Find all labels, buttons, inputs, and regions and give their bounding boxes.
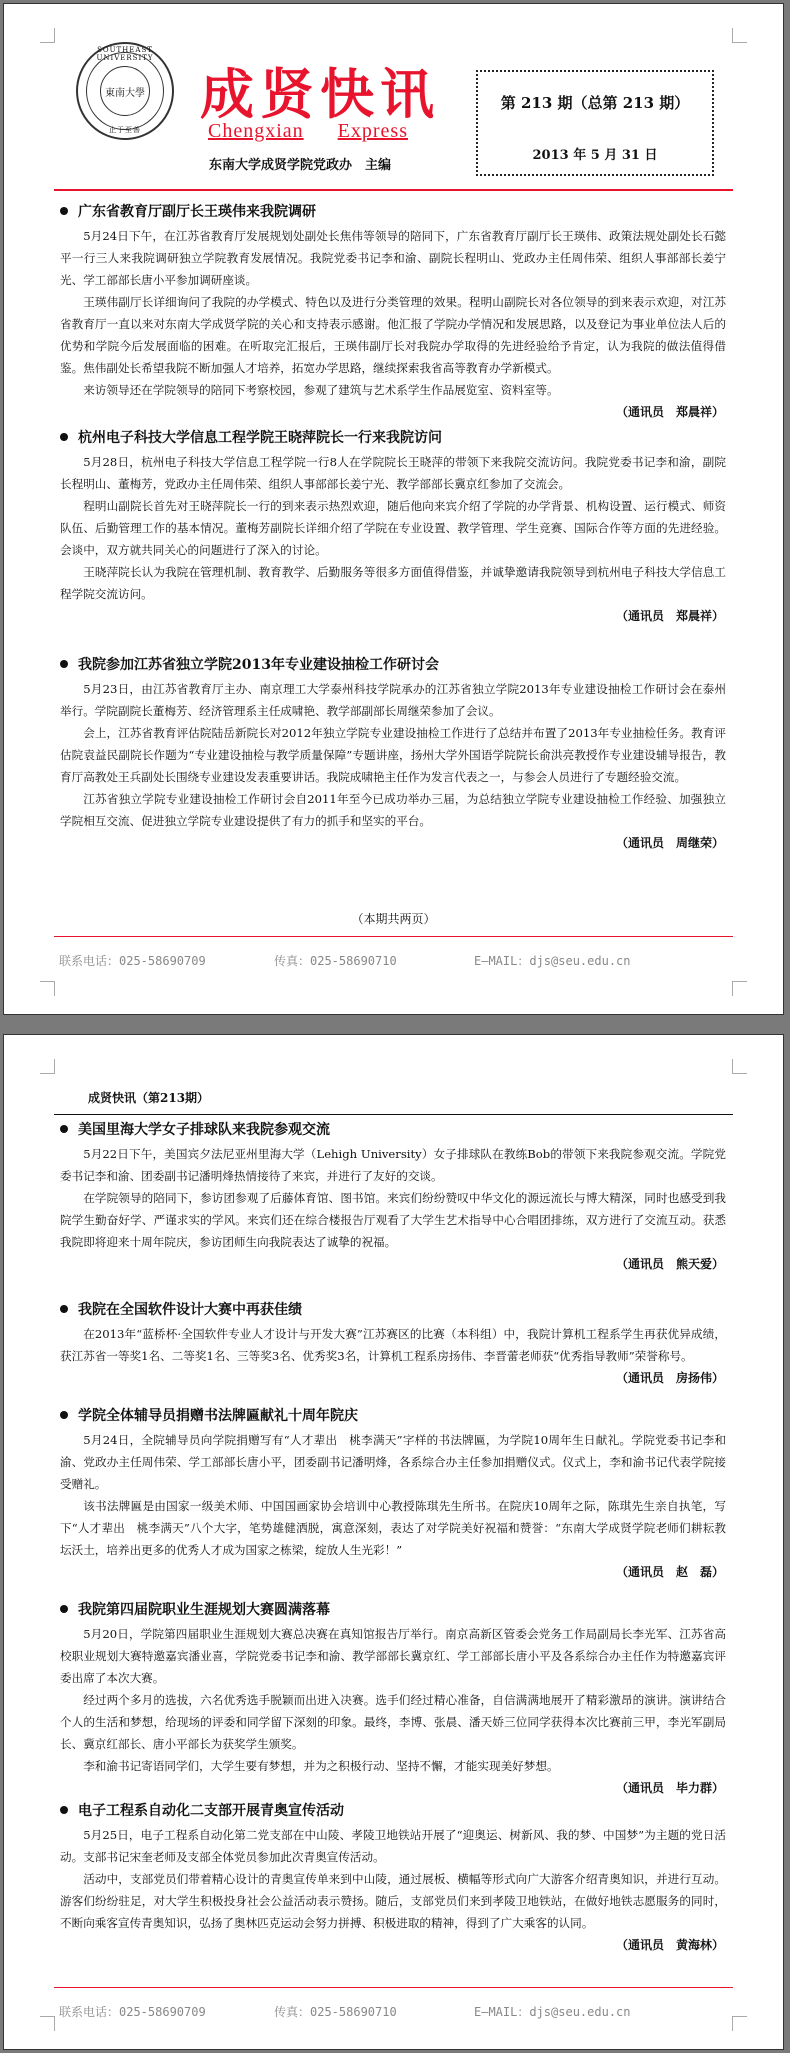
footer-phone: 联系电话：025-58690709 (59, 954, 206, 968)
bullet-icon (60, 660, 68, 668)
article-headline: 广东省教育厅副厅长王瑛伟来我院调研 (60, 201, 726, 221)
article-headline: 我院参加江苏省独立学院2013年专业建设抽检工作研讨会 (60, 654, 726, 674)
article-headline: 学院全体辅导员捐赠书法牌匾献礼十周年院庆 (60, 1405, 726, 1425)
bullet-icon (60, 1305, 68, 1313)
crop-mark (732, 1059, 747, 1074)
issue-info-box (476, 70, 714, 176)
article-byline: （通讯员 赵 磊） (615, 1565, 724, 1579)
article-paragraph: 程明山副院长首先对王晓萍院长一行的到来表示热烈欢迎，随后他向来宾介绍了学院的办学背景、机构设置、运行模式、师资队伍、后勤管理工作的基本情况。董梅芳副院长详细介绍了学院在专业设置、教学管理、学生竞赛、国际合作等方面的先进经验。会谈中，双方就共同关心的问题进行了深入的讨论。 (60, 499, 726, 557)
logo-inner-text: 東南大學 (100, 66, 150, 116)
article-byline: （通讯员 房扬伟） (615, 1371, 724, 1385)
article-headline: 我院第四届院职业生涯规划大赛圆满落幕 (60, 1599, 726, 1619)
crop-mark (732, 28, 747, 43)
title-en-part2: Express (337, 120, 408, 142)
page-1 (3, 3, 784, 1015)
article-paragraph: 王瑛伟副厅长详细询问了我院的办学模式、特色以及进行分类管理的效果。程明山副院长对各位领导的到来表示欢迎，对江苏省教育厅一直以来对东南大学成贤学院的关心和支持表示感谢。他汇报了学院办学情况和发展思路，以及登记为事业单位法人后的优势和学院今后发展面临的困难。在听取完汇报后，王瑛伟副厅长对我院办学取得的先进经验给予肯定，认为我院的做法值得借鉴。焦伟副处长希望我院不断加强人才培养，拓宽办学思路，继续探索我省高等教育办学新模式。 (60, 295, 726, 375)
bullet-icon (60, 207, 68, 215)
article (60, 1405, 726, 1583)
header-divider (54, 1114, 733, 1115)
article-paragraph: 5月24日下午，在江苏省教育厅发展规划处副处长焦伟等领导的陪同下，广东省教育厅副厅长王瑛伟、政策法规处副处长石懿平一行三人来我院调研独立学院教育发展情况。我院党委书记李和渝、副院长程明山、党政办主任周伟荣、组织人事部部长姜宁光、学工部部长唐小平参加调研座谈。 (60, 229, 726, 287)
article-headline: 杭州电子科技大学信息工程学院王晓萍院长一行来我院访问 (60, 427, 726, 447)
article-paragraph: 5月28日，杭州电子科技大学信息工程学院一行8人在学院院长王晓萍的带领下来我院交流访问。我院党委书记李和渝，副院长程明山、董梅芳，党政办主任周伟荣、组织人事部部长姜宁光、教学部部长冀京红参加了交流会。 (60, 455, 726, 491)
article-paragraph: 在2013年“蓝桥杯·全国软件专业人才设计与开发大赛”江苏赛区的比赛（本科组）中，我院计算机工程系学生再获优异成绩，获江苏省一等奖1名、二等奖1名、三等奖3名、优秀奖3名，计算机工程系房扬伟、李晋蕾老师获“优秀指导教师”荣誉称号。 (60, 1327, 726, 1363)
article-paragraph: 来访领导还在学院领导的陪同下考察校园，参观了建筑与艺术系学生作品展览室、资料室等。 (83, 383, 559, 397)
article-byline: （通讯员 郑晨祥） (615, 609, 724, 623)
article-paragraph: 会上，江苏省教育评估院陆岳新院长对2012年独立学院专业建设抽检工作进行了总结并布置了2013年专业抽检任务。教育评估院袁益民副院长作题为“专业建设抽检与教学质量保障”专题讲座，扬州大学外国语学院院长俞洪亮教授作专业建设辅导报告，教育厅高教处王兵副处长围绕专业建设发表重要讲话。我院成啸艳主任作为发言代表之一，与参会人员进行了专题经验交流。 (60, 726, 726, 784)
crop-mark (40, 2016, 55, 2031)
article (60, 654, 726, 854)
footer-divider (54, 936, 733, 937)
article-paragraph: 5月24日，全院辅导员向学院捐赠写有“人才辈出 桃李满天”字样的书法牌匾，为学院10周年生日献礼。学院党委书记李和渝、党政办主任周伟荣、学工部部长唐小平，团委副书记潘明烽，各系综合办主任参加捐赠仪式。仪式上，李和渝书记代表学院接受赠礼。 (60, 1433, 726, 1491)
bullet-icon (60, 1605, 68, 1613)
article-byline: （通讯员 熊天爱） (615, 1257, 724, 1271)
page-2 (3, 1034, 784, 2050)
crop-mark (40, 981, 55, 996)
footer-email[interactable]: E—MAIL：djs@seu.edu.cn (474, 954, 631, 968)
article-headline: 我院在全国软件设计大赛中再获佳绩 (60, 1299, 726, 1319)
masthead-divider (54, 189, 733, 191)
crop-mark (40, 28, 55, 43)
article-byline: （通讯员 周继荣） (615, 836, 724, 850)
issue-number: 第 213 期（总第 213 期） (500, 94, 690, 112)
crop-mark (732, 2016, 747, 2031)
bullet-icon (60, 1125, 68, 1133)
organizer: 东南大学成贤学院党政办 主编 (209, 158, 392, 173)
crop-mark (40, 1059, 55, 1074)
logo-arc-top: SOUTHEAST UNIVERSITY (96, 46, 154, 62)
article (60, 201, 726, 423)
title-en-part1: Chengxian (208, 120, 304, 142)
article (60, 1119, 726, 1275)
crop-mark (732, 981, 747, 996)
article-paragraph: 王晓萍院长认为我院在管理机制、教育教学、后勤服务等很多方面值得借鉴，并诚挚邀请我院领导到杭州电子科技大学信息工程学院交流访问。 (60, 565, 726, 601)
article-paragraph: 活动中，支部党员们带着精心设计的青奥宣传单来到中山陵，通过展板、横幅等形式向广大游客介绍青奥知识，并进行互动。游客们纷纷驻足，对大学生积极投身社会公益活动表示赞扬。随后，支部党员们来到孝陵卫地铁站，在做好地铁志愿服务的同时，不断向乘客宣传青奥知识，弘扬了奥林匹克运动会努力拼搏、积极进取的精神，得到了广大乘客的认同。 (60, 1872, 726, 1930)
article-paragraph: 5月20日，学院第四届职业生涯规划大赛总决赛在真知馆报告厅举行。南京高新区管委会党务工作局副局长李光军、江苏省高校职业规划大赛特邀嘉宾潘业喜，学院党委书记李和渝、教学部部长冀京红、学工部部长唐小平及各系综合办主任作为特邀嘉宾评委出席了本次大赛。 (60, 1627, 726, 1685)
article-paragraph: 经过两个多月的选拔，六名优秀选手脱颖而出进入决赛。选手们经过精心准备，自信满满地展开了精彩激昂的演讲。演讲结合个人的生活和梦想，给现场的评委和同学留下深刻的印象。最终，李博、张晨、潘天娇三位同学获得本次比赛前三甲，李光军副局长、冀京红部长、唐小平部长为获奖学生颁奖。 (60, 1693, 726, 1751)
running-head: 成贤快讯（第213期） (88, 1091, 210, 1105)
article (60, 1800, 726, 1956)
masthead-title: 成贤快讯 (200, 62, 440, 126)
footer-fax: 传真：025-58690710 (274, 2005, 397, 2019)
bullet-icon (60, 1806, 68, 1814)
article (60, 1299, 726, 1389)
footer-phone: 联系电话：025-58690709 (59, 2005, 206, 2019)
article-paragraph: 5月25日，电子工程系自动化第二党支部在中山陵、孝陵卫地铁站开展了“迎奥运、树新风、我的梦、中国梦”为主题的党日活动。支部书记宋奎老师及支部全体党员参加此次青奥宣传活动。 (60, 1828, 726, 1864)
article (60, 427, 726, 627)
article-headline: 电子工程系自动化二支部开展青奥宣传活动 (60, 1800, 726, 1820)
article-byline: （通讯员 黄海林） (615, 1938, 724, 1952)
article-paragraph: 5月23日，由江苏省教育厅主办、南京理工大学泰州科技学院承办的江苏省独立学院2013年专业建设抽检工作研讨会在泰州举行。学院副院长董梅芳、经济管理系主任成啸艳、教学部副部长周继荣参加了会议。 (60, 682, 726, 718)
article-paragraph: 在学院领导的陪同下，参访团参观了后藤体育馆、图书馆。来宾们纷纷赞叹中华文化的源远流长与博大精深，同时也感受到我院学生勤奋好学、严谨求实的学风。来宾们还在综合楼报告厅观看了大学生艺术指导中心合唱团排练，双方进行了交流互动。获悉我院即将迎来十周年院庆，参访团师生向我院表达了诚挚的祝福。 (60, 1191, 726, 1249)
article-paragraph: 该书法牌匾是由国家一级美术师、中国国画家协会培训中心教授陈琪先生所书。在院庆10周年之际，陈琪先生亲自执笔，写下“人才辈出 桃李满天”八个大字，笔势雄健洒脱，寓意深刻，表达了对学院美好祝福和赞誉：“东南大学成贤学院老师们耕耘教坛沃土，培养出更多的优秀人才成为国家之栋梁，绽放人生光彩！” (60, 1499, 726, 1557)
footer-divider (54, 1987, 733, 1988)
masthead-english-title (208, 120, 408, 143)
bullet-icon (60, 1411, 68, 1419)
article (60, 1599, 726, 1799)
article-paragraph: 江苏省独立学院专业建设抽检工作研讨会自2011年至今已成功举办三届，为总结独立学院专业建设抽检工作经验、加强独立学院相互交流、促进独立学院专业建设提供了有力的抓手和坚实的平台。 (60, 792, 726, 828)
issue-page-count: （本期共两页） (351, 912, 436, 926)
article-byline: （通讯员 郑晨祥） (615, 405, 724, 419)
article-paragraph: 5月22日下午，美国宾夕法尼亚州里海大学（Lehigh University）女子排球队在教练Bob的带领下来我院参观交流。学院党委书记李和渝、团委副书记潘明烽热情接待了来宾，并进行了友好的交谈。 (60, 1147, 726, 1183)
footer-fax: 传真：025-58690710 (274, 954, 397, 968)
issue-date: 2013 年 5 月 31 日 (532, 148, 658, 163)
article-byline: （通讯员 毕力群） (615, 1781, 724, 1795)
article-headline: 美国里海大学女子排球队来我院参观交流 (60, 1119, 726, 1139)
article-paragraph: 李和渝书记寄语同学们，大学生要有梦想，并为之积极行动、坚持不懈，才能实现美好梦想。 (83, 1759, 559, 1773)
bullet-icon (60, 433, 68, 441)
university-seal-logo (76, 42, 174, 140)
logo-arc-bottom: 止于至善 (109, 126, 141, 134)
footer-email[interactable]: E—MAIL：djs@seu.edu.cn (474, 2005, 631, 2019)
